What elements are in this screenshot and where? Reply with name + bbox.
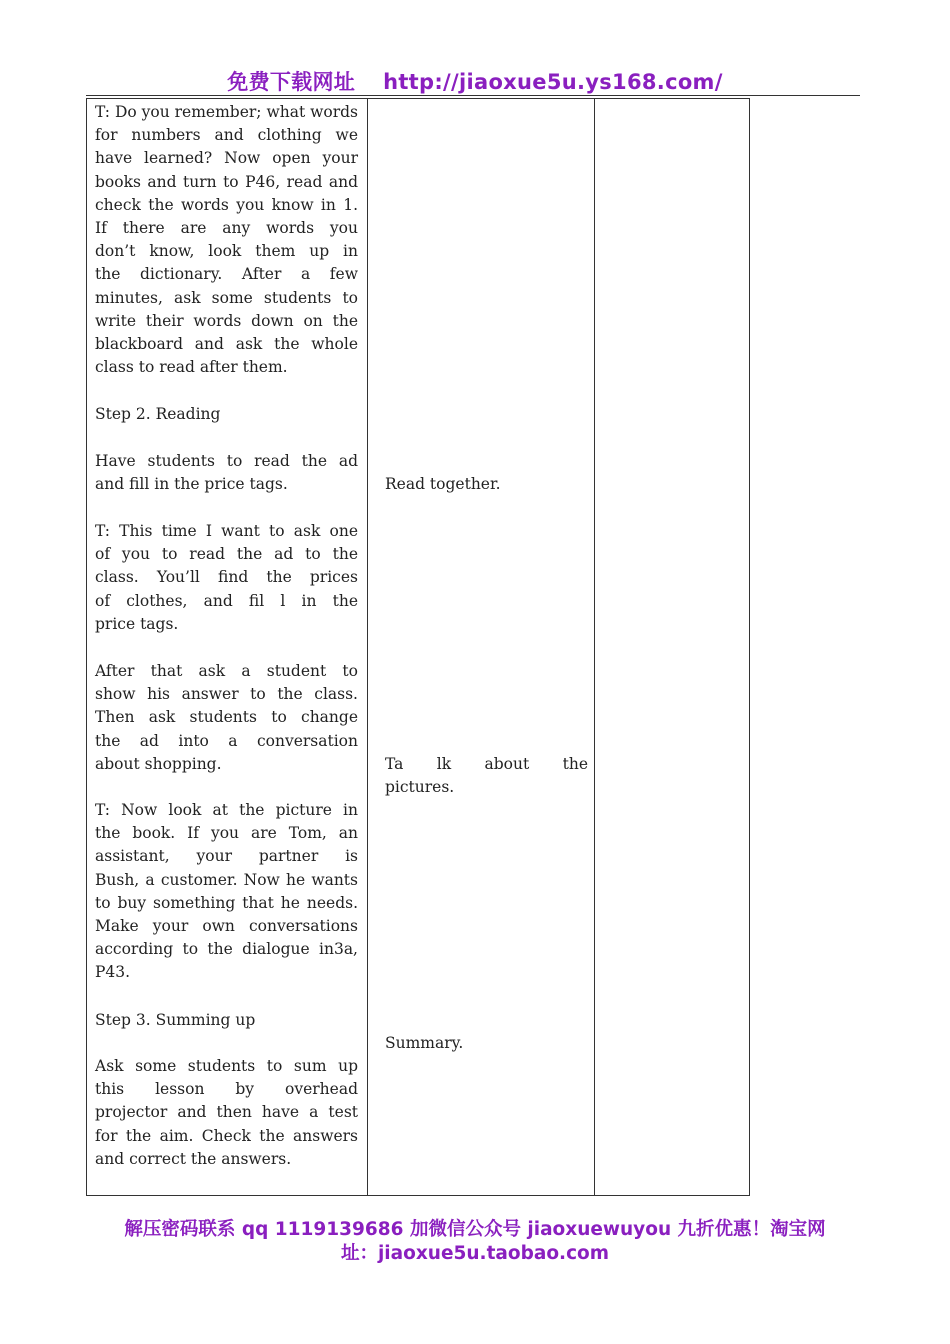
step2-heading — [95, 403, 358, 426]
text-line: pictures. — [385, 778, 455, 797]
text-line: show his answer to the class. — [95, 685, 358, 704]
text-line: have learned? Now open your — [95, 149, 358, 168]
step3-heading — [95, 1009, 358, 1032]
text-line: Read together. — [385, 475, 501, 493]
header-url-link[interactable]: http://jiaoxue5u.ys168.com/ — [383, 70, 723, 94]
download-header — [0, 66, 950, 96]
text-line: don’t know, look them up in — [95, 242, 358, 261]
after-that-paragraph — [95, 660, 358, 776]
summing-up-paragraph — [95, 1055, 358, 1171]
footer-line-1: 解压密码联系 qq 1119139686 加微信公众号 jiaoxuewuyou 九折优惠！淘宝网 — [124, 1219, 826, 1240]
text-line: class. You’ll find the prices — [95, 568, 358, 587]
text-line: If there are any words you — [95, 219, 358, 238]
text-line: and correct the answers. — [95, 1149, 292, 1168]
text-line: Have students to read the ad — [95, 452, 358, 470]
text-line: the dictionary. After a few — [95, 265, 358, 284]
student-activity-column — [368, 99, 595, 1196]
footer-notice — [80, 1218, 870, 1266]
table-row — [87, 99, 750, 1196]
text-line: projector and then have a test — [95, 1103, 358, 1122]
text-line: minutes, ask some students to — [95, 288, 358, 307]
text-line: price tags. — [95, 614, 179, 633]
text-line: Then ask students to change — [95, 708, 358, 727]
text-line: T: Do you remember; what words — [95, 103, 358, 121]
text-line: Bush, a customer. Now he wants — [95, 870, 358, 889]
text-line: this lesson by overhead — [95, 1080, 358, 1099]
text-line: Make your own conversations — [95, 917, 358, 936]
text-line: to buy something that he needs. — [95, 893, 358, 912]
text-line: P43. — [95, 963, 131, 982]
text-line: the book. If you are Tom, an — [95, 824, 358, 843]
text-line: Summary. — [385, 1034, 464, 1052]
text-line: of clothes, and fil l in the — [95, 591, 358, 610]
header-divider — [86, 95, 860, 96]
text-line: After that ask a student to — [95, 662, 358, 680]
text-line: according to the dialogue in3a, — [95, 940, 358, 959]
teacher-instruction-paragraph — [95, 520, 358, 636]
text-line: blackboard and ask the whole — [95, 335, 358, 354]
lesson-plan-table — [86, 98, 750, 1196]
reading-intro-paragraph — [95, 450, 358, 496]
text-line: T: This time I want to ask one — [95, 522, 358, 540]
footer-line-2[interactable]: 址：jiaoxue5u.taobao.com — [340, 1243, 610, 1264]
intro-paragraph — [95, 101, 358, 379]
text-line: and fill in the price tags. — [95, 475, 288, 494]
header-label: 免费下载网址 — [227, 70, 356, 94]
text-line: for numbers and clothing we — [95, 126, 358, 145]
text-line: about shopping. — [95, 754, 222, 773]
text-line: books and turn to P46, read and — [95, 172, 358, 191]
text-line: assistant, your partner is — [95, 847, 358, 866]
text-line: the ad into a conversation — [95, 731, 358, 750]
step-title: Step 2. Reading — [95, 405, 221, 423]
summary-note — [385, 1032, 588, 1055]
text-line: class to read after them. — [95, 358, 288, 377]
talk-pictures-note — [385, 753, 588, 799]
read-together-note — [385, 473, 588, 496]
text-line: for the aim. Check the answers — [95, 1126, 358, 1145]
teacher-activity-column — [87, 99, 368, 1196]
notes-column — [595, 99, 750, 1196]
text-line: write their words down on the — [95, 311, 358, 330]
text-line: T: Now look at the picture in — [95, 801, 358, 819]
text-line: check the words you know in 1. — [95, 195, 358, 214]
text-line: Ask some students to sum up — [95, 1057, 358, 1075]
picture-task-paragraph — [95, 799, 358, 985]
empty-cell — [595, 99, 749, 1195]
text-line: of you to read the ad to the — [95, 545, 358, 564]
step-title: Step 3. Summing up — [95, 1011, 256, 1029]
text-line: Ta lk about the — [385, 755, 588, 773]
